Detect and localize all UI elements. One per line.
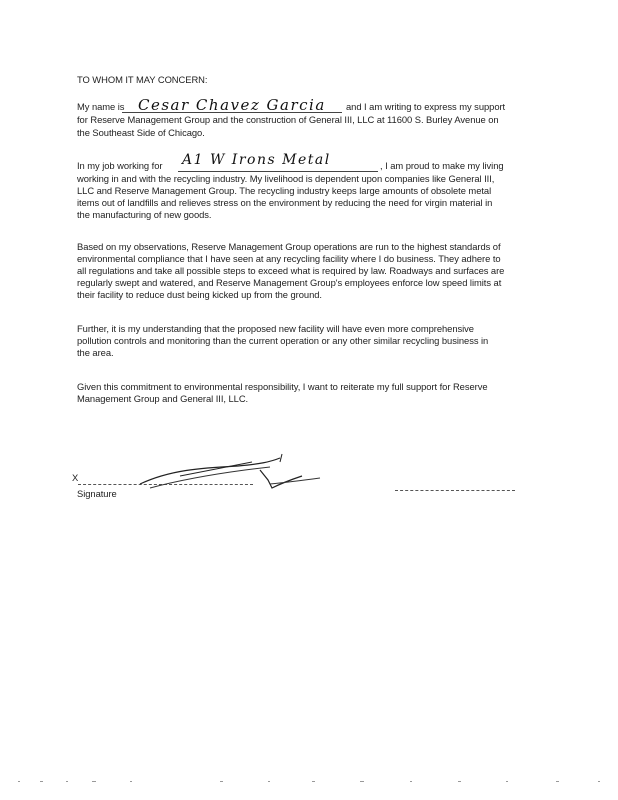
paragraph-4-line-1: Further, it is my understanding that the proposed new facility will have even more comprehensive — [77, 323, 474, 334]
paragraph-new-facility — [77, 323, 488, 359]
paragraph-4-line-3: the area. — [77, 347, 114, 358]
name-suffix: and I am writing to express my support — [346, 101, 506, 112]
scan-edge-artifacts — [0, 780, 618, 784]
paragraph-1-line-2: for Reserve Management Group and the construction of General III, LLC at 11600 S. Burley Avenue on — [77, 114, 499, 125]
paragraph-5-line-2: Management Group and General III, LLC. — [77, 393, 249, 404]
paragraph-3-line-3: all regulations and take all possible steps to exceed what is required by law. Roadways and surfaces are — [77, 265, 505, 276]
salutation: TO WHOM IT MAY CONCERN: — [77, 74, 208, 85]
signature-line-right — [395, 490, 515, 491]
paragraph-2-line-3: LLC and Reserve Management Group. The recycling industry keeps large amounts of obsolete metal — [77, 185, 492, 196]
signature-scribble — [120, 440, 360, 500]
signature-x-mark: X — [72, 472, 79, 483]
paragraph-2-line-4: items out of landfills and relieves stress on the environment by reducing the need for virgin material in — [77, 197, 493, 208]
paragraph-3-line-5: their facility to reduce dust being kicked up from the ground. — [77, 289, 322, 300]
paragraph-4-line-2: pollution controls and monitoring than the current operation or any other similar recycling business in — [77, 335, 489, 346]
paragraph-3-line-4: regularly swept and watered, and Reserve Management Group's employees enforce low speed limits at — [77, 277, 502, 288]
paragraph-observations — [77, 241, 504, 301]
employer-suffix: , I am proud to make my living — [380, 160, 504, 171]
paragraph-3-line-1: Based on my observations, Reserve Management Group operations are run to the highest standards of — [77, 241, 501, 252]
paragraph-closing — [77, 381, 488, 405]
paragraph-5-line-1: Given this commitment to environmental responsibility, I want to reiterate my full support for Reserve — [77, 381, 488, 392]
name-prefix: My name is — [77, 101, 125, 112]
handwritten-employer: A1 W Irons Metal — [182, 152, 331, 168]
handwritten-name: Cesar Chavez Garcia — [138, 96, 326, 114]
paragraph-3-line-2: environmental compliance that I have seen at any recycling facility where I do business. They adhere to — [77, 253, 501, 264]
employer-prefix: In my job working for — [77, 160, 163, 171]
paragraph-2-line-2: working in and with the recycling industry. My livelihood is dependent upon companies like General III, — [77, 173, 495, 184]
paragraph-1-line-3: the Southeast Side of Chicago. — [77, 127, 205, 138]
signature-label: Signature — [77, 488, 117, 499]
employer-underline — [178, 171, 378, 172]
paragraph-2-line-5: the manufacturing of new goods. — [77, 209, 212, 220]
